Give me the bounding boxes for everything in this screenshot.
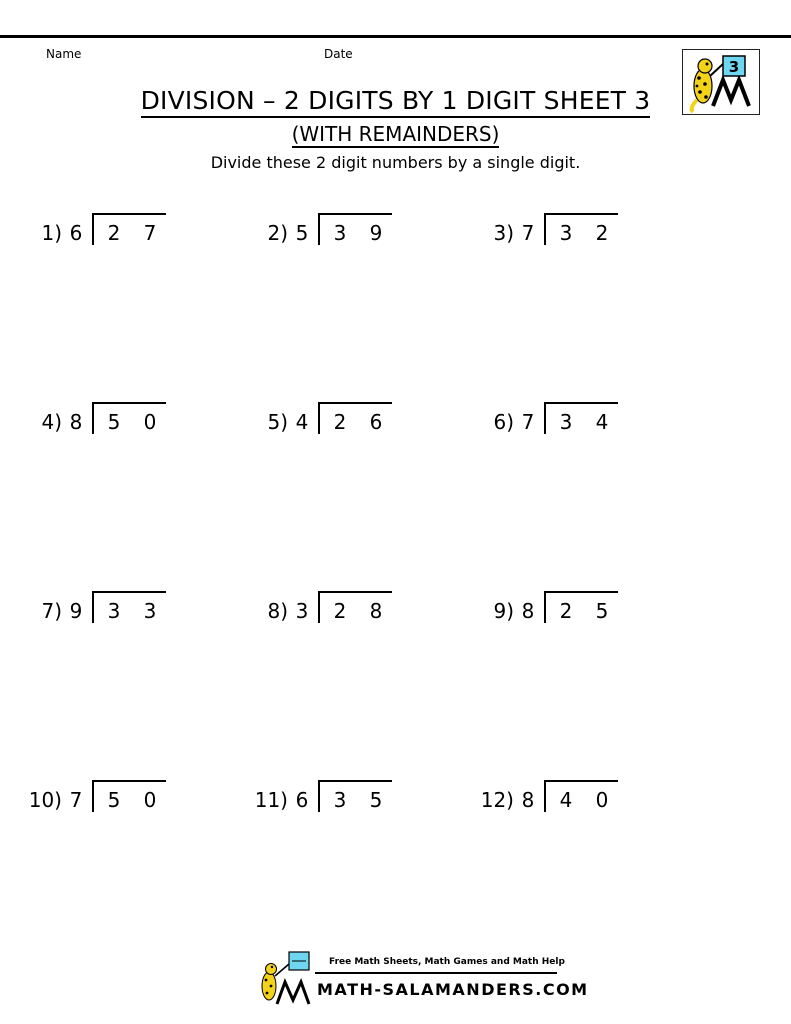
dividend-tens: 2 [333,410,347,434]
problem-number: 5) [267,410,288,434]
divisor: 6 [69,221,83,245]
dividend-ones: 9 [369,221,383,245]
footer-site-name: MATH-SALAMANDERS.COM [317,980,589,999]
page-title [0,86,791,115]
divisor: 7 [69,788,83,812]
divisor: 8 [69,410,83,434]
dividend-tens: 2 [107,221,121,245]
divisor: 9 [69,599,83,623]
problem-11 [242,780,452,816]
problem-4 [16,402,226,438]
problem-2 [242,213,452,249]
problem-1 [16,213,226,249]
divisor: 5 [295,221,309,245]
dividend-tens: 3 [333,221,347,245]
divisor: 8 [521,788,535,812]
problem-number: 7) [41,599,62,623]
dividend-tens: 5 [107,410,121,434]
problem-6 [468,402,678,438]
problem-number: 3) [493,221,514,245]
divisor: 8 [521,599,535,623]
dividend-ones: 0 [143,788,157,812]
page-subtitle [0,122,791,146]
date-label: Date [324,47,353,61]
problem-9 [468,591,678,627]
dividend-tens: 3 [559,410,573,434]
instructions: Divide these 2 digit numbers by a single digit. [210,153,581,172]
page-title-text: DIVISION – 2 DIGITS BY 1 DIGIT SHEET 3 [141,86,651,118]
dividend-ones: 0 [143,410,157,434]
problem-number: 8) [267,599,288,623]
problem-number: 12) [480,788,514,812]
dividend-ones: 2 [595,221,609,245]
problem-number: 10) [28,788,62,812]
footer-tagline: Free Math Sheets, Math Games and Math Help [329,957,565,967]
problem-7 [16,591,226,627]
problem-number: 2) [267,221,288,245]
dividend-tens: 2 [559,599,573,623]
dividend-tens: 3 [333,788,347,812]
divisor: 6 [295,788,309,812]
dividend-ones: 8 [369,599,383,623]
dividend-tens: 2 [333,599,347,623]
problem-number: 4) [41,410,62,434]
dividend-ones: 0 [595,788,609,812]
dividend-tens: 4 [559,788,573,812]
footer-salamander-icon [255,950,315,1008]
dividend-ones: 3 [143,599,157,623]
dividend-tens: 3 [107,599,121,623]
dividend-ones: 5 [369,788,383,812]
dividend-ones: 6 [369,410,383,434]
divisor: 4 [295,410,309,434]
problem-8 [242,591,452,627]
top-rule [0,35,791,38]
problem-number: 6) [493,410,514,434]
footer [255,950,589,1008]
dividend-ones: 5 [595,599,609,623]
problem-number: 9) [493,599,514,623]
problem-12 [468,780,678,816]
logo-badge-text: 3 [728,58,740,76]
name-label: Name [46,47,82,61]
dividend-ones: 4 [595,410,609,434]
dividend-ones: 7 [143,221,157,245]
problem-10 [16,780,226,816]
page-subtitle-text: (WITH REMAINDERS) [291,122,500,146]
divisor: 7 [521,221,535,245]
problem-3 [468,213,678,249]
divisor: 3 [295,599,309,623]
problem-5 [242,402,452,438]
divisor: 7 [521,410,535,434]
problem-number: 1) [41,221,62,245]
problem-number: 11) [254,788,288,812]
dividend-tens: 3 [559,221,573,245]
footer-rule [315,972,557,974]
dividend-tens: 5 [107,788,121,812]
